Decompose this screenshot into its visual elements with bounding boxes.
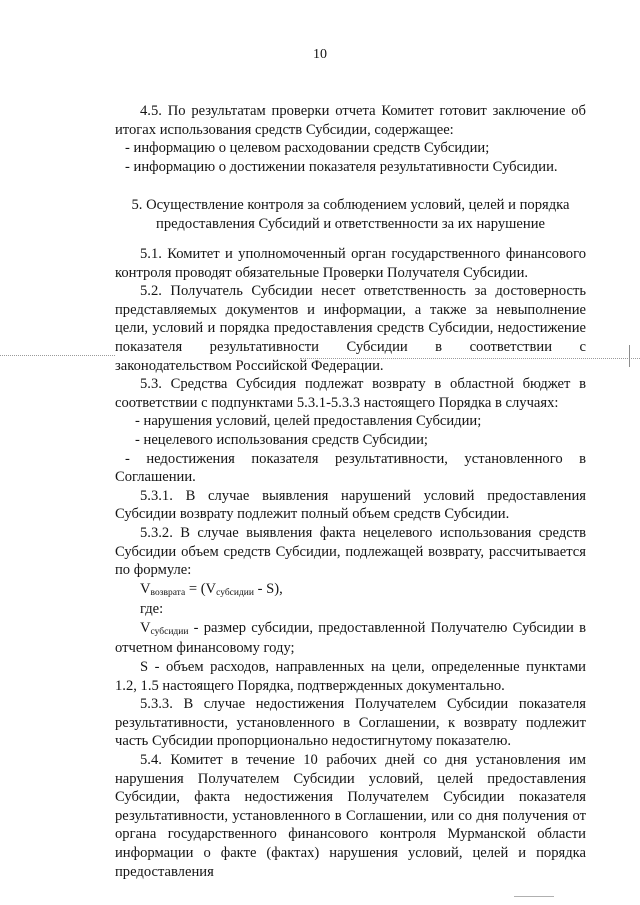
- formula-v: V: [140, 580, 151, 597]
- list-item: - информацию о достижении показателя результативности Субсидии.: [125, 158, 558, 175]
- formula-subsidy-subscript: субсидии: [216, 587, 254, 598]
- paragraph-5-3-1: 5.3.1. В случае выявления нарушений условий предоставления Субсидии возврату подлежит полный объем средств Субсидии.: [115, 487, 586, 523]
- scan-artifact-mark: [514, 896, 554, 897]
- scan-artifact-line: [300, 358, 640, 359]
- formula-tail: - S),: [253, 580, 283, 597]
- definition-v-subscript: субсидии: [150, 626, 189, 637]
- paragraph-5-4: 5.4. Комитет в течение 10 рабочих дней со дня установления им нарушения Получателем Субсидии условий, целей предоставления Субсидии, факта недостижения Получателем Субсидии показателя результативности, установленного в Соглашении, или со дня получения от органа государственного финансового контроля Мурманской области информации о факте (фактах) нарушения условий, целей и порядка предоставления: [115, 752, 586, 880]
- list-item: - нарушения условий, целей предоставления Субсидии;: [135, 413, 482, 430]
- heading-line: предоставления Субсидий и ответственности за их нарушение: [156, 215, 545, 232]
- where-label: где:: [140, 601, 164, 618]
- formula-v-subscript: возврата: [150, 587, 186, 598]
- section-5-heading: [115, 196, 586, 233]
- paragraph-5-3-3: 5.3.3. В случае недостижения Получателем Субсидии показателя результативности, установленного в Соглашении, к возврату подлежит часть Субсидии пропорционально недостигнутому показателю.: [115, 696, 586, 750]
- definition-v-text: - размер субсидии, предоставленной Получателю Субсидии в отчетном финансовому году;: [115, 619, 586, 657]
- section-5-body: [115, 245, 586, 881]
- scan-artifact-line: [0, 355, 115, 356]
- paragraph-5-1: 5.1. Комитет и уполномоченный орган государственного финансового контроля проводят обязательные Проверки Получателя Субсидии.: [115, 246, 586, 281]
- list-item: - информацию о целевом расходовании средств Субсидии;: [125, 140, 490, 157]
- paragraph-5-2: 5.2. Получатель Субсидии несет ответственность за достоверность представляемых документов и информации, а также за невыполнение цели, условий и порядка предоставления средств Субсидии, недостижение показателя результативности Субсидии в соответствии с законодательством Российской Федерации.: [115, 283, 586, 374]
- definition-v: [115, 619, 586, 658]
- list-item: - недостижения показателя результативности, установленного в Соглашении.: [115, 450, 586, 486]
- paragraph-5-3: 5.3. Средства Субсидия подлежат возврату в областной бюджет в соответствии с подпунктами 5.3.1-5.3.3 настоящего Порядка в случаях:: [115, 376, 586, 411]
- formula: [115, 580, 586, 601]
- heading-line: 5. Осуществление контроля за соблюдением условий, целей и порядка: [131, 197, 570, 213]
- paragraph-4-5: 4.5. По результатам проверки отчета Комитет готовит заключение об итогах использования средств Субсидии, содержащее:: [115, 103, 586, 138]
- formula-equals: = (V: [185, 580, 217, 597]
- paragraph-5-3-2: 5.3.2. В случае выявления факта нецелевого использования средств Субсидии объем средств Субсидии, подлежащей возврату, рассчитывается по формуле:: [115, 524, 586, 579]
- scan-artifact-mark: [629, 345, 630, 367]
- definition-s: S - объем расходов, направленных на цели, определенные пунктами 1.2, 1.5 настоящего Порядка, подтвержденных документально.: [115, 659, 586, 694]
- page-number: 10: [313, 47, 327, 62]
- section-4-5: [115, 102, 586, 176]
- definition-v-symbol: V: [140, 619, 151, 636]
- list-item: - нецелевого использования средств Субсидии;: [135, 431, 428, 448]
